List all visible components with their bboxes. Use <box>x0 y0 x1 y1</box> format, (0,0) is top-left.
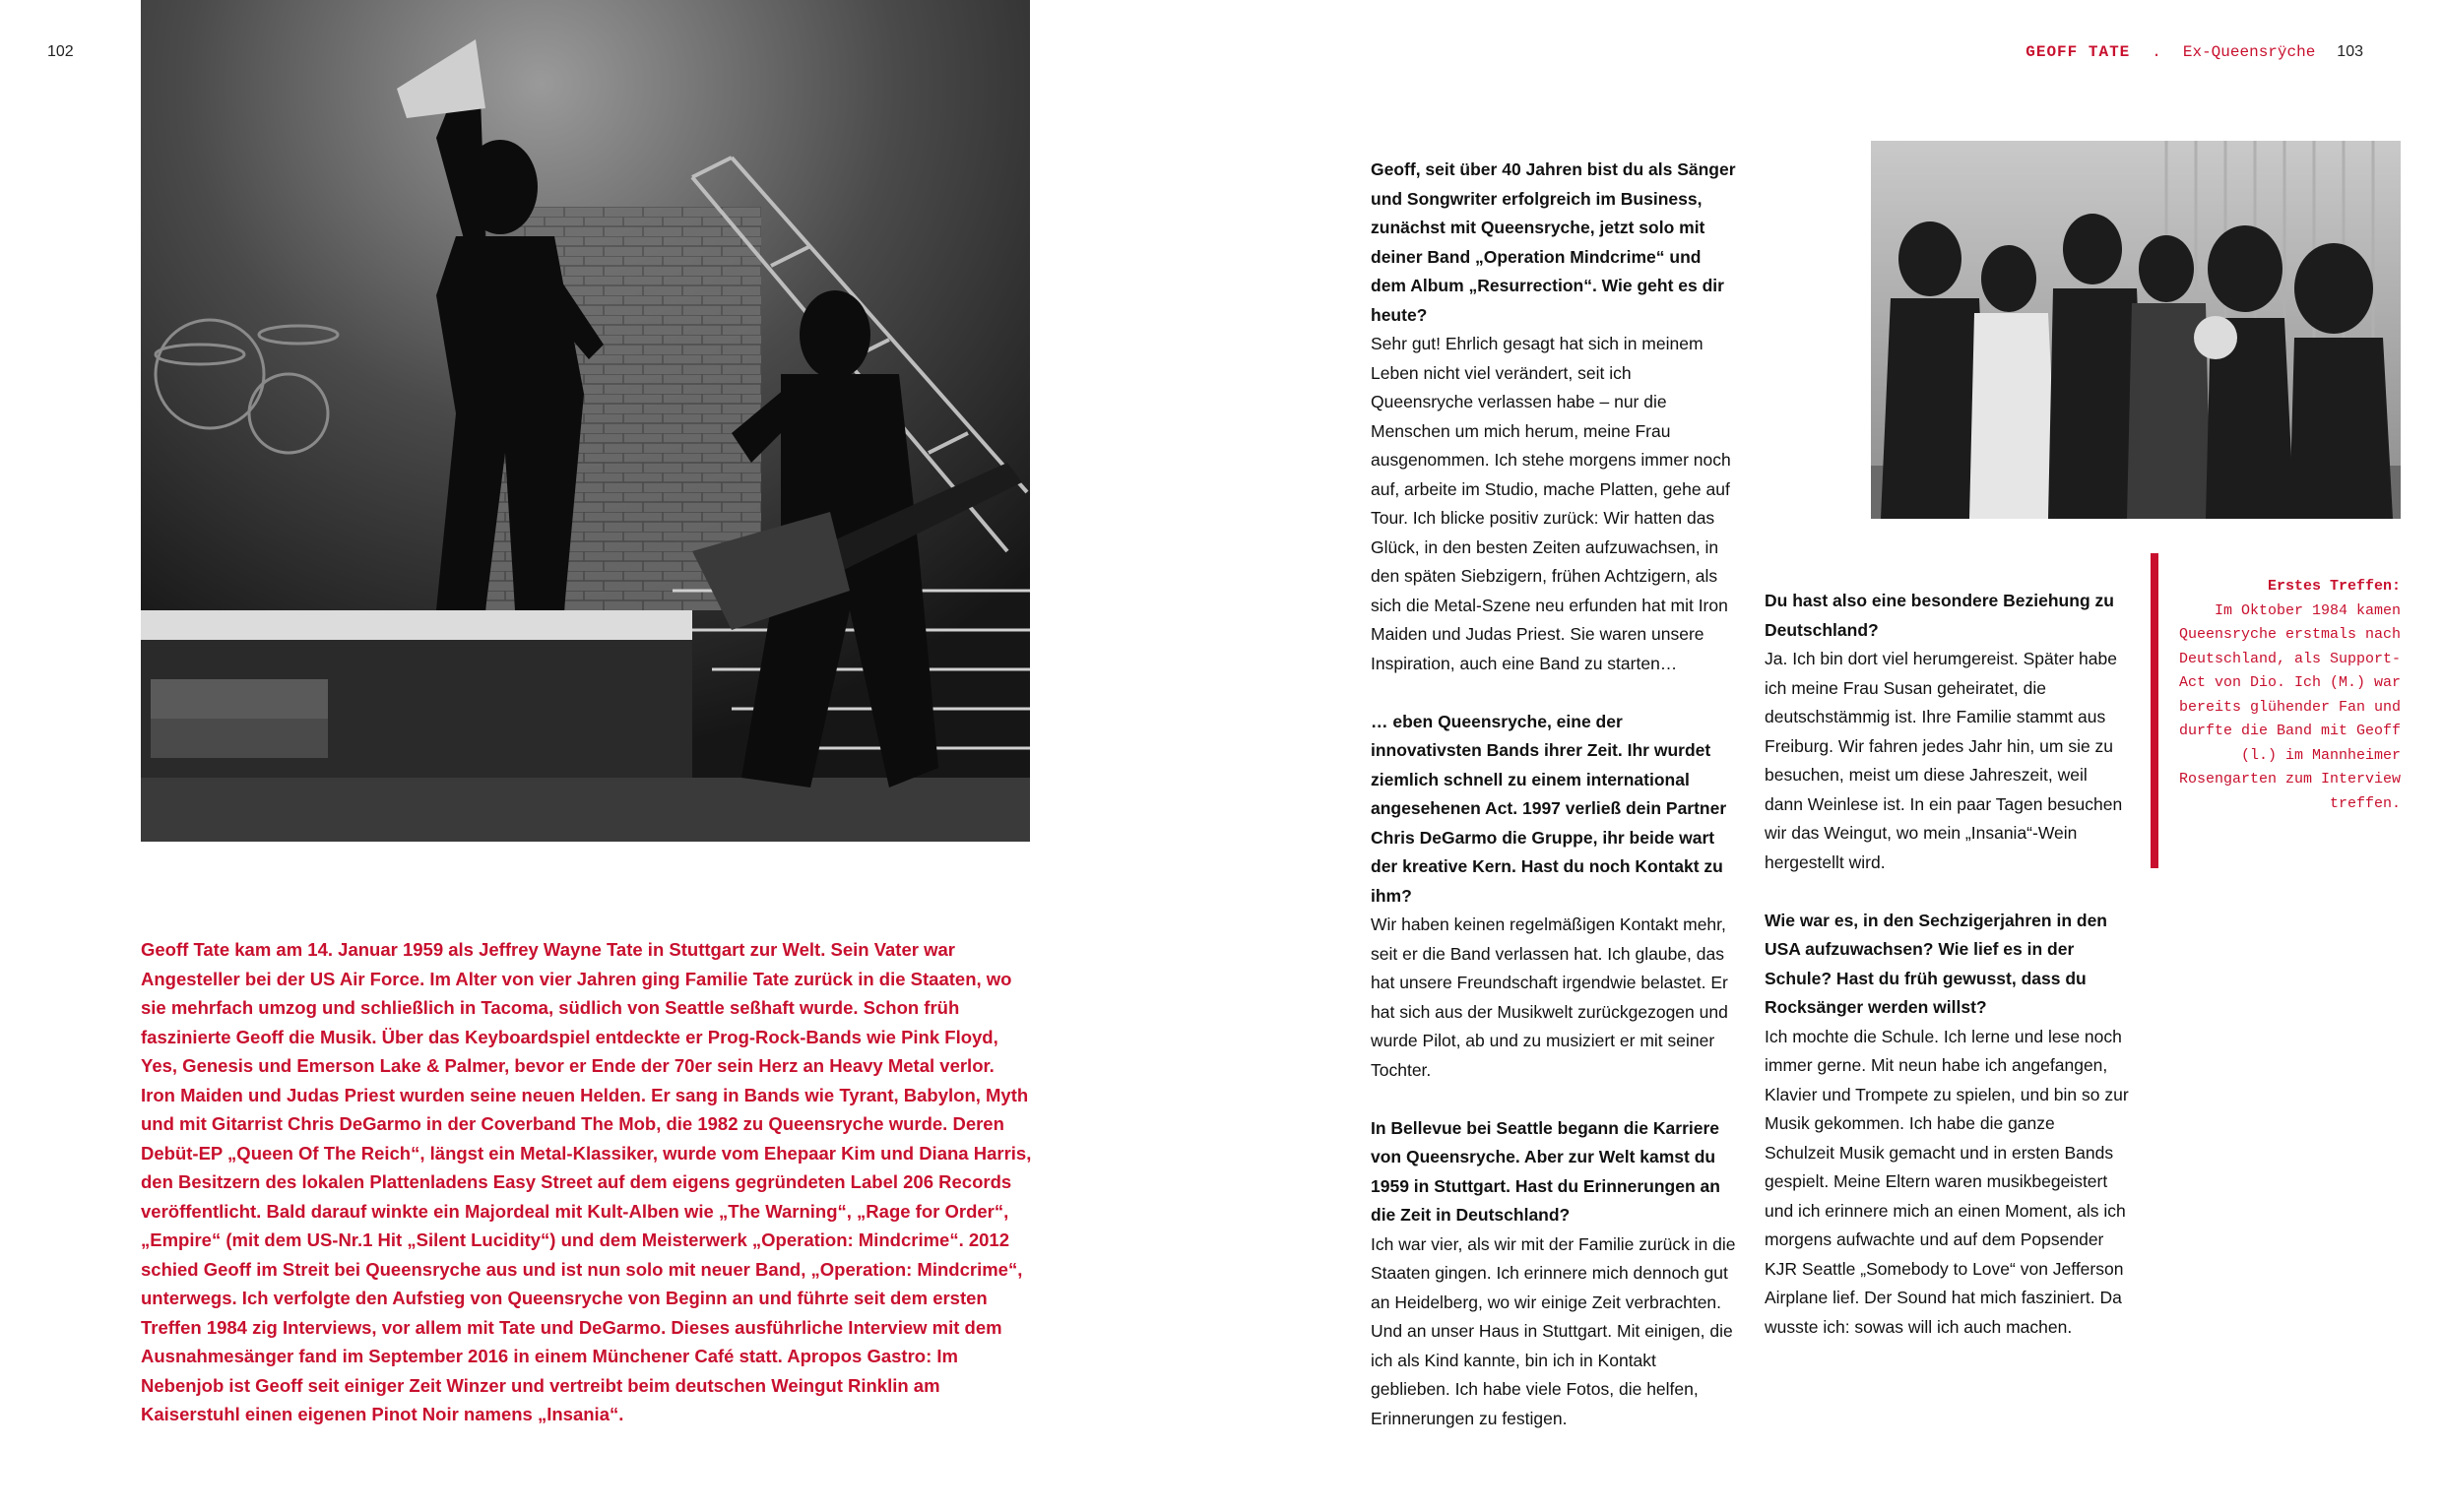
question: Wie war es, in den Sechzigerjahren in den USA aufzuwachsen? Wie lief es in der Schule? Hast du früh gewusst, dass du Rocksänger werden willst? <box>1765 910 2107 1017</box>
answer: Ich war vier, als wir mit der Familie zurück in die Staaten gingen. Ich erinnere mich dennoch gut an Heidelberg, wo wir einige Zeit verbrachten. Und an unser Haus in Stuttgart. Mit einigen, die ich als Kind kannte, bin ich in Kontakt geblieben. Ich habe viele Fotos, die helfen, Erinnerungen zu festigen. <box>1371 1233 1736 1428</box>
bio-paragraph: Geoff Tate kam am 14. Januar 1959 als Jeffrey Wayne Tate in Stuttgart zur Welt. Sein Vater war Angesteller bei der US Air Force. Im Alter von vier Jahren ging Familie Tate zurück in die Staaten, wo sie mehrfach umzog und schließlich in Tacoma, südlich von Seattle seßhaft wurde. Schon früh faszinierte Geoff die Musik. Über das Keyboardspiel entdeckte er Prog-Rock-Bands wie Pink Floyd, Yes, Genesis und Emerson Lake & Palmer, bevor er Ende der 70er sein Herz an Heavy Metal verlor. Iron Maiden und Judas Priest wurden seine neuen Helden. Er sang in Bands wie Tyrant, Babylon, Myth und mit Gitarrist Chris DeGarmo in der Coverband The Mob, die 1982 zu Queensryche wurde. Deren Debüt-EP „Queen Of The Reich“, längst ein Metal-Klassiker, wurde vom Ehepaar Kim und Diana Harris, den Besitzern des lokalen Plattenladens Easy Street auf dem eigens gegründeten Label 206 Records veröffentlicht. Bald darauf winkte ein Majordeal mit Kult-Alben wie „The Warning“, „Rage for Order“, „Empire“ (mit dem US-Nr.1 Hit „Silent Lucidity“) und dem Meisterwerk „Operation: Mindcrime“. 2012 schied Geoff im Streit bei Queensryche aus und ist nun solo mit neuer Band, „Operation: Mindcrime“, unterwegs. Ich verfolgte den Aufstieg von Queensryche von Beginn an und führte seit dem ersten Treffen 1984 zig Interviews, vor allem mit Tate und DeGarmo. Dieses ausführliche Interview mit dem Ausnahmesänger fand im September 2016 in einem Münchener Café statt. Apropos Gastro: Im Nebenjob ist Geoff seit einiger Zeit Winzer und vertreibt beim deutschen Weingut Rinklin am Kaiserstuhl einen eigenen Pinot Noir namens „Insania“. <box>141 939 1032 1424</box>
answer: Ich mochte die Schule. Ich lerne und lese noch immer gerne. Mit neun habe ich angefangen, Klavier und Trompete zu spielen, und bin so zur Musik gekommen. Ich habe die ganze Schulzeit Musik gemacht und in ersten Bands gespielt. Meine Eltern waren musikbegeistert und ich erinnere mich an einen Moment, als ich morgens aufwachte und auf dem Popsender KJR Seattle „Somebody to Love“ von Jefferson Airplane lief. Der Sound hat mich fasziniert. Da wusste ich: sowas will ich auch machen. <box>1765 1026 2129 1337</box>
question: Geoff, seit über 40 Jahren bist du als Sänger und Songwriter erfolgreich im Business, zunächst mit Queensryche, jetzt solo mit deiner Band „Operation Mindcrime“ und dem Album „Resurrection“. Wie geht es dir heute? <box>1371 159 1736 325</box>
answer: Ja. Ich bin dort viel herumgereist. Später habe ich meine Frau Susan geheiratet, die deutschstämmig ist. Ihre Familie stammt aus Freiburg. Wir fahren jedes Jahr hin, um sie zu besuchen, meist um diese Jahreszeit, weil dann Weinlese ist. In ein paar Tagen besuchen wir das Weingut, wo mein „Insania“-Wein hergestellt wird. <box>1765 649 2123 872</box>
page-number-right: 103 <box>2337 43 2363 60</box>
photo-caption <box>2176 575 2401 816</box>
header-name: GEOFF TATE <box>2025 43 2131 61</box>
header-subtitle: Ex-Queensrÿche <box>2182 43 2316 61</box>
concert-photo <box>141 0 1030 842</box>
group-photo <box>1871 141 2401 519</box>
question: Du hast also eine besondere Beziehung zu Deutschland? <box>1765 591 2114 640</box>
qa-block <box>1371 1114 1737 1434</box>
answer: Wir haben keinen regelmäßigen Kontakt mehr, seit er die Band verlassen hat. Ich glaube, das hat unsere Freundschaft irgendwie belastet. Er hat sich aus der Musikwelt zurückgezogen und wurde Pilot, ab und zu musiziert er mit seiner Tochter. <box>1371 914 1728 1080</box>
running-header <box>2025 43 2363 61</box>
interview-column-2 <box>1765 587 2129 1371</box>
caption-text: Im Oktober 1984 kamen Queensryche erstmals nach Deutschland, als Support-Act von Dio. Ich (M.) war bereits glühender Fan und durfte die Band mit Geoff (l.) im Mannheimer Rosengarten zum Interview treffen. <box>2178 601 2401 812</box>
page-number-left: 102 <box>47 43 74 60</box>
qa-block <box>1371 708 1737 1086</box>
caption-title: Erstes Treffen: <box>2267 578 2401 595</box>
interview-column-1 <box>1371 156 1737 1463</box>
question: In Bellevue bei Seattle begann die Karriere von Queensryche. Aber zur Welt kamst du 1959 in Stuttgart. Hast du Erinnerungen an die Zeit in Deutschland? <box>1371 1117 1720 1225</box>
answer: Sehr gut! Ehrlich gesagt hat sich in meinem Leben nicht viel verändert, seit ich Queensryche verlassen habe – nur die Menschen um mich herum, meine Frau ausgenommen. Ich stehe morgens immer noch auf, arbeite im Studio, mache Platten, gehe auf Tour. Ich blicke positiv zurück: Wir hatten das Glück, in den besten Zeiten aufzuwachsen, in den späten Siebzigern, frühen Achtzigern, als sich die Metal-Szene neu erfunden hat mit Iron Maiden und Judas Priest. Sie waren unsere Inspiration, auch eine Band zu starten… <box>1371 334 1731 673</box>
qa-block <box>1765 907 2129 1343</box>
sidenote-rule <box>2151 553 2158 868</box>
question: … eben Queensryche, eine der innovativsten Bands ihrer Zeit. Ihr wurdet ziemlich schnell zu einem international angesehenen Act. 1997 verließ dein Partner Chris DeGarmo die Gruppe, ihr beide wart der kreative Kern. Hast du noch Kontakt zu ihm? <box>1371 711 1727 906</box>
qa-block <box>1371 156 1737 678</box>
header-separator: . <box>2152 43 2161 61</box>
qa-block <box>1765 587 2129 877</box>
